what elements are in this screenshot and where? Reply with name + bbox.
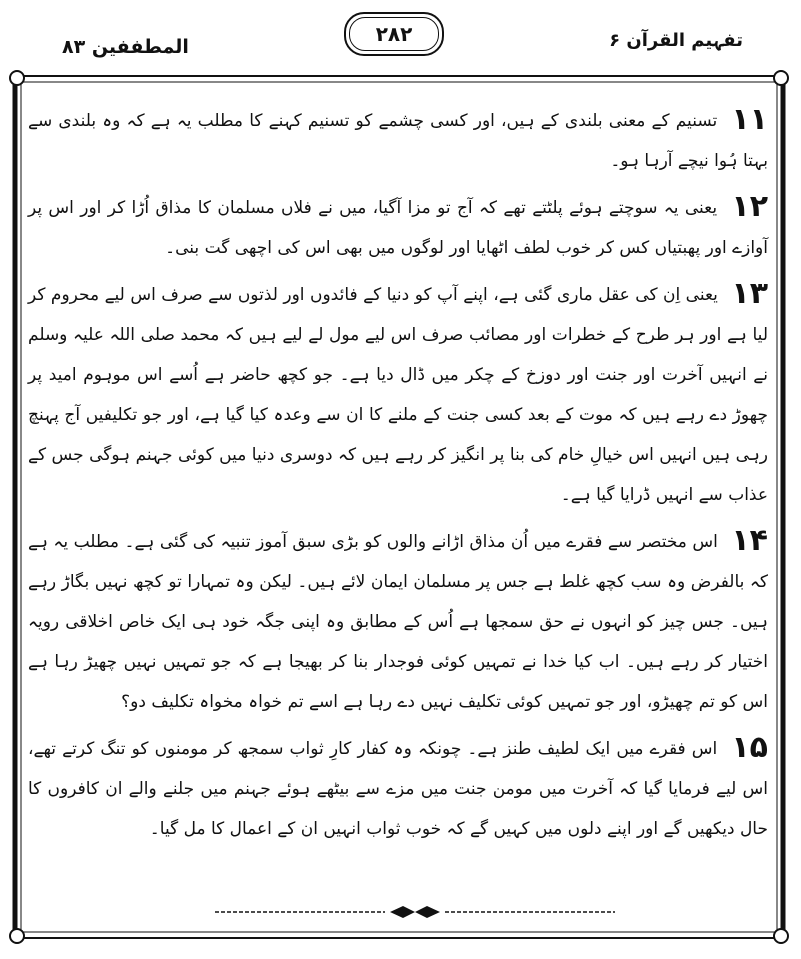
note-14: [28, 521, 768, 722]
note-12: [28, 187, 768, 268]
surah-name: المطففین ۸۳: [62, 36, 189, 58]
note-number: ۱۱: [731, 102, 768, 137]
note-13: [28, 274, 768, 515]
note-text: یعنی یہ سوچتے ہوئے پلٹتے تھے کہ آج تو مزا آگیا، میں نے فلاں مسلمان کا مذاق اُڑا کر اور اس پر آوازے اور پھبتیاں کس کر خوب لطف اٹھایا اور لوگوں میں بھی اس کی اچھی گت بنی۔: [28, 198, 768, 258]
note-number: ۱۴: [731, 523, 768, 558]
note-text: اس فقرے میں ایک لطیف طنز ہے۔ چونکہ وہ کفار کارِ ثواب سمجھ کر مومنوں کو تنگ کرتے تھے، اس لیے فرمایا گیا کہ آخرت میں مومن جنت میں مزے سے بیٹھے ہوئے جہنم میں جلنے والے ان کافروں کا حال دیکھیں گے اور اپنے دلوں میں کہیں گے کہ خوب ثواب انہیں ان کے اعمال کا مل گیا۔: [28, 739, 768, 839]
note-number: ۱۲: [731, 189, 769, 224]
note-15: [28, 728, 768, 849]
page-number-medallion: [344, 12, 444, 56]
page-number: ۲۸۲: [375, 22, 413, 46]
note-text: اس مختصر سے فقرے میں اُن مذاق اڑانے والوں کو بڑی سبق آموز تنبیہ کی گئی ہے۔ مطلب یہ ہے کہ بالفرض وہ سب کچھ غلط ہے جس پر مسلمان ایمان لائے ہیں۔ لیکن وہ تمہارا تو کچھ نہیں بگاڑ رہے ہیں۔ جس چیز کو انہوں نے حق سمجھا ہے اُس کے مطابق وہ اپنی جگہ خود ہی ایک خاص اخلاقی رویہ اختیار کر رہے ہیں۔ اب کیا خدا نے تمہیں کوئی فوجدار بنا کر بھیجا ہے کہ جو تمہیں نہیں چھیڑ رہا ہے اس کو تم چھیڑو، اور جو تمہیں کوئی تکلیف نہیں دے رہا ہے اسے تم خواہ مخواہ تکلیف دو؟: [28, 532, 768, 712]
book-title: تفہیم القرآن ۶: [609, 30, 743, 51]
note-11: [28, 100, 768, 181]
note-number: ۱۳: [731, 276, 769, 311]
commentary-body: [28, 100, 768, 855]
note-text: یعنی اِن کی عقل ماری گئی ہے، اپنے آپ کو دنیا کے فائدوں اور لذتوں سے صرف اس لیے محروم کر لیا ہے اور ہر طرح کے خطرات اور مصائب صرف اس لیے مول لے لیے ہیں کہ محمد صلی اللہ علیہ وسلم نے انہیں آخرت اور جنت اور دوزخ کے چکر میں ڈال دیا ہے۔ جو کچھ حاضر ہے اُسے اس موہوم امید پر چھوڑ دے رہے ہیں کہ موت کے بعد کسی جنت کے ملنے کا ان سے وعدہ کیا گیا ہے، اور جو تکلیفیں آج پہنچ رہی ہیں انہیں اس خیالِ خام کی بنا پر انگیز کر رہے ہیں کہ دوسری دنیا میں کوئی جہنم ہوگی جس کے عذاب سے انہیں ڈرایا گیا ہے۔: [28, 285, 768, 505]
note-text: تسنیم کے معنی بلندی کے ہیں، اور کسی چشمے کو تسنیم کہنے کا مطلب یہ ہے کہ وہ بلندی سے بہتا ہُوا نیچے آرہا ہو۔: [28, 111, 768, 171]
page-header: [0, 0, 801, 70]
ornamental-divider: [215, 905, 615, 919]
note-number: ۱۵: [731, 730, 768, 765]
